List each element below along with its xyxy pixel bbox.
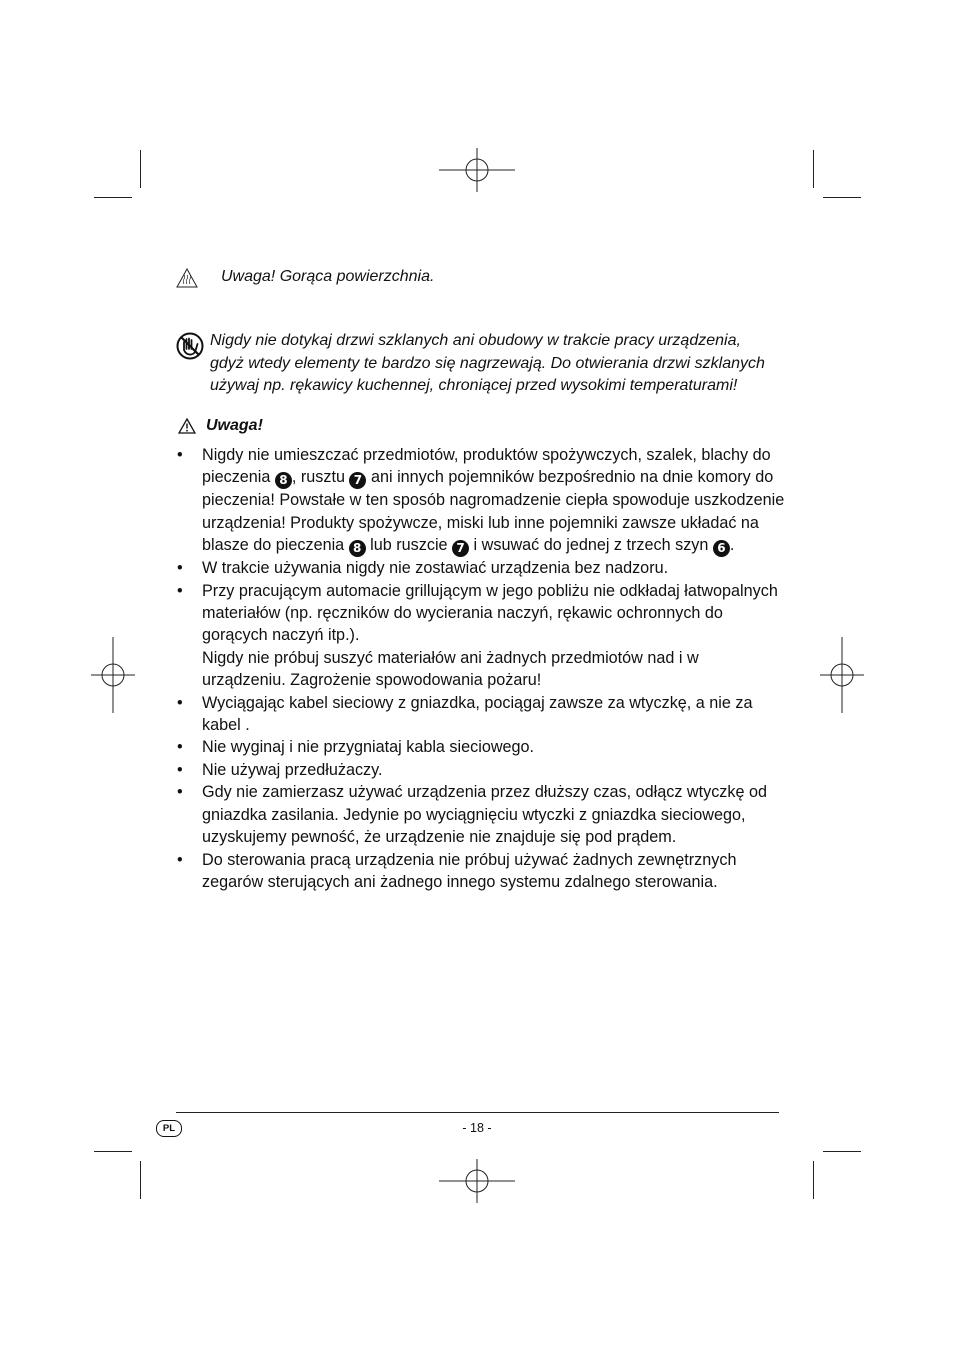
no-touch-line: gdyż wtedy elementy te bardzo się nagrzewają. Do otwierania drzwi szklanych (210, 354, 765, 372)
part-number-badge: 7 (349, 472, 366, 489)
list-item: • W trakcie używania nigdy nie zostawiać urządzenia bez nadzoru. (176, 557, 786, 579)
part-number-badge: 6 (713, 540, 730, 557)
item-text: , rusztu (291, 468, 350, 487)
item-text: ani innych pojemników bezpośrednio na dnie komory do pieczenia! Powstałe w ten sposób nagromadzenie ciepła spowoduje uszkodzenie urządzenia! Produkty spożywcze, miski lub inne pojemniki zawsze układać na blasze do pieczenia (202, 468, 785, 555)
registration-mark-icon (804, 637, 880, 713)
no-touch-notice (176, 330, 786, 398)
registration-mark-icon (439, 1143, 515, 1219)
caution-label: Uwaga! (206, 417, 263, 434)
list-item: • Wyciągając kabel sieciowy z gniazdka, pociągaj zawsze za wtyczkę, a nie za kabel . (176, 692, 786, 737)
no-touch-hand-icon (176, 332, 204, 360)
list-item: • Gdy nie zamierzasz używać urządzenia przez dłuższy czas, odłącz wtyczkę od gniazdka zasilania. Jedynie po wyciągnięciu wtyczki z gniazdka sieciowego, uzyskujemy pewność, że urządzenie nie znajduje się pod prądem. (176, 781, 786, 848)
registration-mark-icon (439, 132, 515, 208)
language-badge: PL (156, 1120, 182, 1137)
registration-mark-icon (75, 637, 151, 713)
list-item (176, 580, 786, 692)
warning-triangle-icon (178, 418, 196, 434)
crop-mark (823, 197, 861, 198)
item-text: lub ruszcie (365, 536, 453, 555)
item-text: • Przy pracującym automacie grillującym w jego pobliżu nie odkładaj łatwopalnych materiałów (np. ręczników do wycierania naczyń, rękawic ochronnych do gorących naczyń itp.). (202, 581, 778, 645)
hot-surface-warning-icon (176, 268, 198, 288)
crop-mark (813, 1161, 814, 1199)
caution-section (176, 416, 786, 893)
part-number-badge: 8 (349, 540, 366, 557)
list-item: • Nie wyginaj i nie przygniataj kabla sieciowego. (176, 736, 786, 758)
list-item (176, 444, 786, 557)
crop-mark (140, 150, 141, 188)
item-text: i wsuwać do jednej z trzech szyn (469, 536, 713, 555)
part-number-badge: 7 (452, 540, 469, 557)
item-text: . (729, 536, 735, 555)
hot-surface-warning-text: Uwaga! Gorąca powierzchnia. (221, 268, 435, 285)
part-number-badge: 8 (275, 472, 292, 489)
crop-mark (94, 197, 132, 198)
caution-heading (176, 416, 786, 440)
crop-mark (813, 150, 814, 188)
list-item: • Do sterowania pracą urządzenia nie próbuj używać żadnych zewnętrznych zegarów sterujących ani żadnego innego systemu zdalnego sterowania. (176, 849, 786, 894)
footer-divider (176, 1112, 779, 1113)
no-touch-line: używaj np. rękawicy kuchennej, chroniącej przed wysokimi temperaturami! (210, 377, 738, 394)
crop-mark (94, 1151, 132, 1152)
hot-surface-warning (176, 266, 796, 294)
crop-mark (140, 1161, 141, 1199)
item-text: Nigdy nie próbuj suszyć materiałów ani żadnych przedmiotów nad i w urządzeniu. Zagrożenie spowodowania pożaru! (202, 648, 699, 690)
item-text: Nigdy nie umieszczać przedmiotów, produktów spożywczych, szalek, blachy do pieczenia (202, 446, 771, 487)
safety-list (176, 444, 786, 893)
page-number: - 18 - (462, 1121, 492, 1135)
list-item: • Nie używaj przedłużaczy. (176, 759, 786, 781)
no-touch-line: Nigdy nie dotykaj drzwi szklanych ani obudowy w trakcie pracy urządzenia, (210, 332, 741, 349)
crop-mark (823, 1151, 861, 1152)
